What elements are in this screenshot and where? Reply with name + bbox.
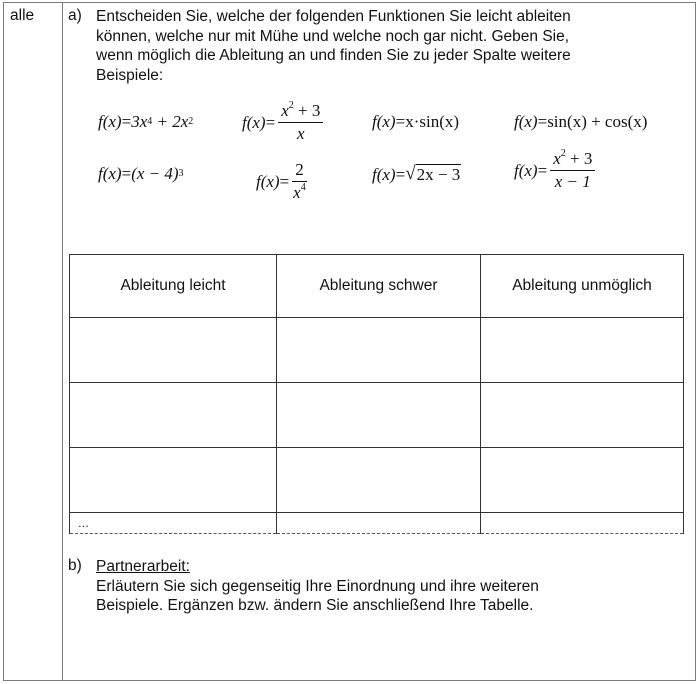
task-a-line: können, welche nur mit Mühe und welche noch gar nicht. Geben Sie, <box>96 27 570 45</box>
task-b-line: Erläutern Sie sich gegenseitig Ihre Einordnung und ihre weiteren <box>96 577 539 595</box>
formula-term: x − 1 <box>554 172 591 191</box>
formula-quotient-1 <box>242 101 323 144</box>
denominator <box>555 171 591 192</box>
formula-lhs: f(x) <box>98 112 122 131</box>
header-easy: Ableitung leicht <box>70 255 277 318</box>
classification-table <box>69 254 684 534</box>
denominator <box>297 123 305 144</box>
table-continuation-row <box>70 513 684 534</box>
task-b-label: b) <box>68 557 82 574</box>
formula-rhs: sin(x) + cos(x) <box>547 112 648 131</box>
formula-eq: = <box>265 112 276 132</box>
formula-polynomial: f(x) = 3x 4 + 2x 2 <box>98 112 194 131</box>
continuation-ellipsis: ... <box>78 515 89 530</box>
formula-exp: 2 <box>560 148 566 159</box>
formula-lhs: f(x) <box>372 164 396 184</box>
denominator <box>293 182 306 203</box>
task-a-text <box>96 7 571 85</box>
fraction <box>550 149 595 192</box>
formula-lhs: f(x) <box>372 112 396 131</box>
formula-rhs: x·sin(x) <box>405 112 460 131</box>
formula-term: + 3 <box>293 101 321 120</box>
task-a-label: a) <box>68 7 82 24</box>
table-row <box>70 448 684 513</box>
formula-eq: = <box>537 112 548 131</box>
table-row <box>70 383 684 448</box>
formula-eq: = <box>537 160 548 180</box>
fraction <box>278 101 323 144</box>
table-cell[interactable] <box>70 383 277 448</box>
numerator <box>550 149 595 171</box>
formula-lhs: f(x) <box>514 160 538 180</box>
formula-term: (x − 4) <box>131 164 179 183</box>
formula-root <box>372 164 461 185</box>
table-cell[interactable] <box>481 448 684 513</box>
table-header-row <box>70 255 684 318</box>
table-row <box>70 318 684 383</box>
task-a-line: Beispiele: <box>96 66 164 84</box>
formula-eq: = <box>279 171 290 191</box>
table-cell[interactable] <box>277 448 481 513</box>
header-impossible: Ableitung unmöglich <box>481 255 684 318</box>
formula-eq: = <box>121 164 132 183</box>
formula-lhs: f(x) <box>242 112 266 132</box>
radicand: 2x − 3 <box>416 165 461 184</box>
table-cell[interactable] <box>481 318 684 383</box>
header-hard: Ableitung schwer <box>277 255 481 318</box>
formula-product <box>372 112 459 132</box>
table-cell[interactable] <box>277 318 481 383</box>
formula-quotient-2 <box>514 149 595 192</box>
table-cell[interactable] <box>70 318 277 383</box>
formula-lhs: f(x) <box>256 171 280 191</box>
formula-eq: = <box>395 164 406 184</box>
audience-label: alle <box>10 7 35 24</box>
task-b-line: Beispiele. Ergänzen bzw. ändern Sie anschließend Ihre Tabelle. <box>96 597 534 614</box>
formula-trig-sum <box>514 112 647 132</box>
formula-term: + 3 <box>565 149 593 168</box>
formula-eq: = <box>395 112 406 131</box>
column-divider <box>62 2 63 681</box>
task-b-title: Partnerarbeit: <box>96 558 190 575</box>
formula-term: x <box>281 101 289 120</box>
table-cell[interactable] <box>481 383 684 448</box>
numerator <box>292 160 307 182</box>
formula-lhs: f(x) <box>98 164 122 183</box>
fraction <box>292 160 307 203</box>
formula-power-quotient <box>256 160 307 203</box>
table-cell[interactable] <box>70 513 277 534</box>
formula-term: x <box>296 124 305 143</box>
task-a-line: wenn möglich die Ableitung an und finden Sie zu jeder Spalte weitere <box>96 47 571 64</box>
formula-chain: f(x) = (x − 4) 3 <box>98 164 184 183</box>
formula-term: x <box>553 149 561 168</box>
formula-exp: 2 <box>288 100 294 111</box>
formula-term: x <box>293 183 301 202</box>
formula-term: 3x <box>131 112 148 131</box>
formula-lhs: f(x) <box>514 112 538 131</box>
formula-exp: 4 <box>300 182 306 193</box>
task-a-line: Entscheiden Sie, welche der folgenden Funktionen Sie leicht ableiten <box>96 8 571 25</box>
numerator <box>278 101 323 123</box>
table-cell[interactable] <box>70 448 277 513</box>
formula-term: 2 <box>295 160 304 179</box>
square-root <box>405 164 461 185</box>
formula-eq: = <box>121 112 132 131</box>
table-cell[interactable] <box>481 513 684 534</box>
radical-sign: √ <box>405 163 416 184</box>
formula-term: + 2x <box>152 112 189 131</box>
task-b-text <box>96 557 539 616</box>
table-cell[interactable] <box>277 383 481 448</box>
table-cell[interactable] <box>277 513 481 534</box>
